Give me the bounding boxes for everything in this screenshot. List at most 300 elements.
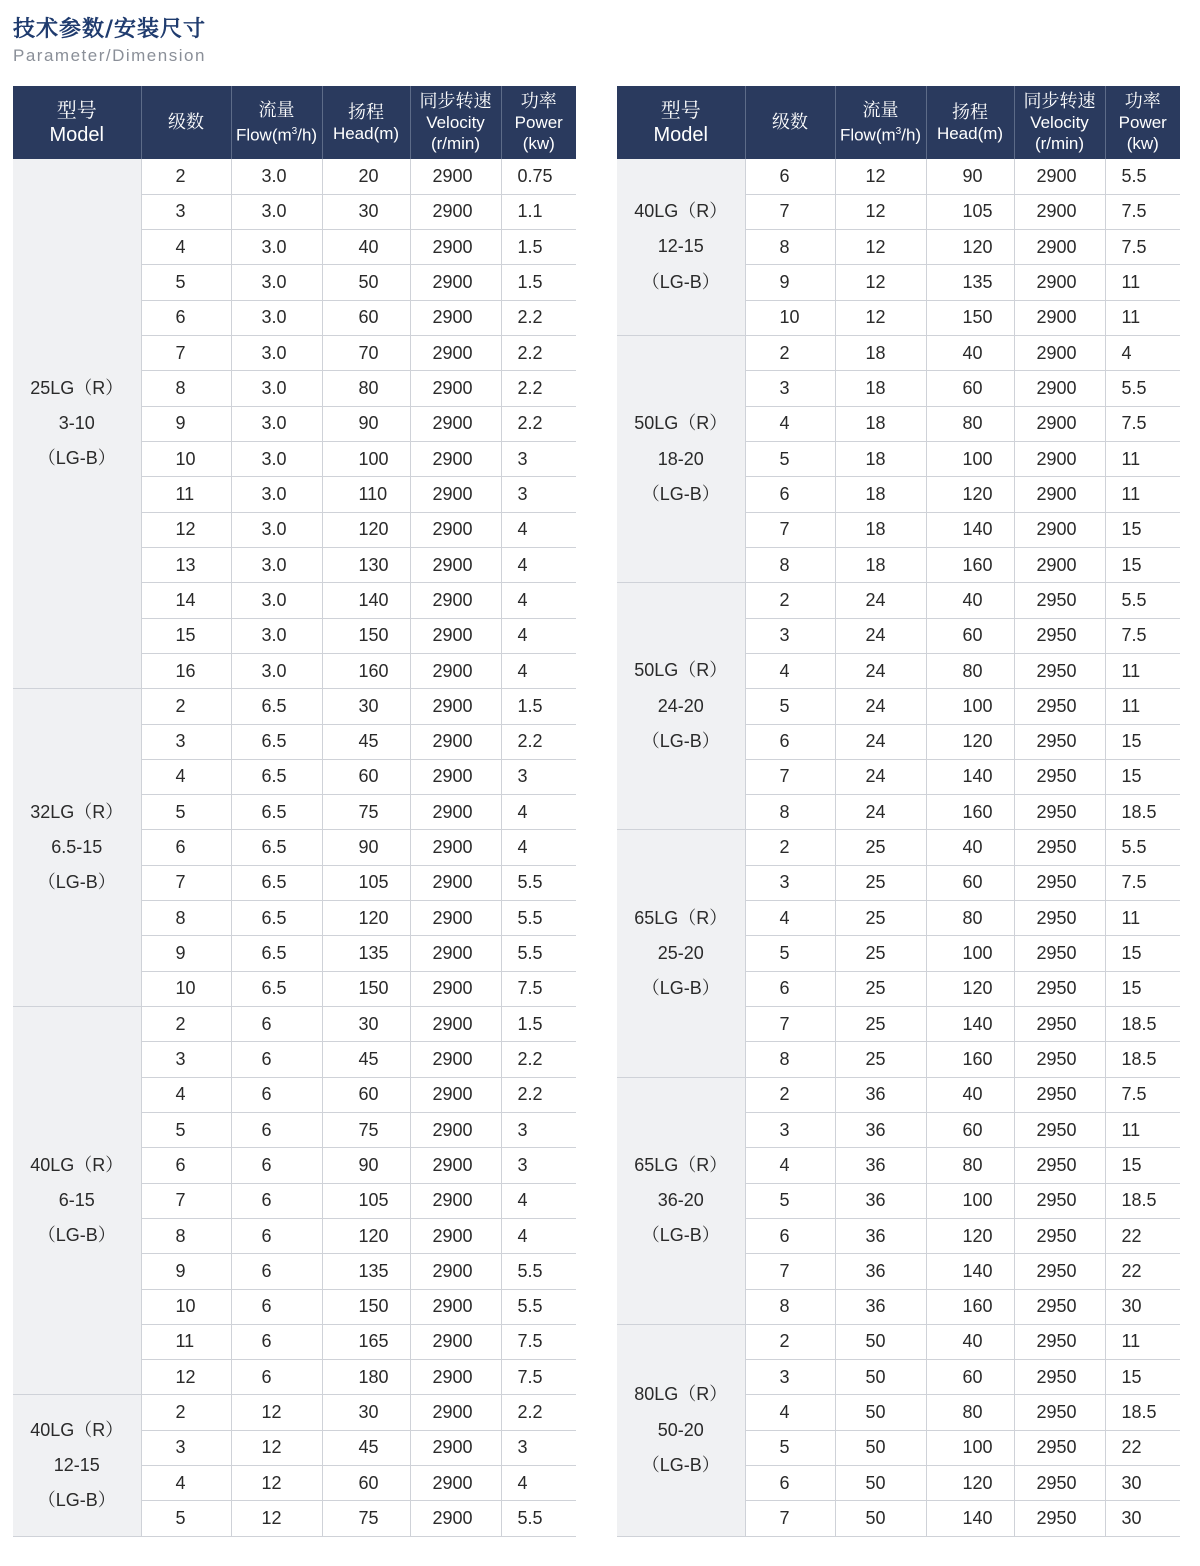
velocity-cell: 2900 — [410, 724, 501, 759]
flow-cell: 3.0 — [231, 653, 322, 688]
power-cell: 18.5 — [1105, 1183, 1180, 1218]
header-head-en: Head(m) — [332, 123, 400, 143]
power-cell: 0.75 — [501, 159, 576, 194]
stage-cell: 5 — [141, 1112, 231, 1147]
header-model-en: Model — [653, 123, 708, 146]
power-cell: 3 — [501, 477, 576, 512]
head-cell: 110 — [322, 477, 410, 512]
flow-cell: 6 — [231, 1042, 322, 1077]
head-cell: 30 — [322, 689, 410, 724]
head-cell: 140 — [926, 1501, 1014, 1536]
flow-cell: 6.5 — [231, 724, 322, 759]
head-cell: 60 — [926, 1360, 1014, 1395]
stage-cell: 3 — [141, 194, 231, 229]
stage-cell: 8 — [745, 547, 835, 582]
model-cell — [617, 1077, 745, 1324]
spec-table-left — [13, 86, 576, 1537]
power-cell: 18.5 — [1105, 1042, 1180, 1077]
head-cell: 90 — [322, 830, 410, 865]
head-cell: 160 — [926, 1289, 1014, 1324]
flow-cell: 3.0 — [231, 371, 322, 406]
power-cell: 1.5 — [501, 689, 576, 724]
stage-cell: 4 — [745, 901, 835, 936]
flow-cell: 6 — [231, 1360, 322, 1395]
flow-cell: 3.0 — [231, 300, 322, 335]
power-cell: 5.5 — [1105, 159, 1180, 194]
power-cell: 4 — [501, 653, 576, 688]
head-cell: 100 — [926, 936, 1014, 971]
header-power-unit: (kw) — [522, 134, 555, 153]
stage-cell: 2 — [745, 583, 835, 618]
stage-cell: 5 — [745, 689, 835, 724]
stage-cell: 4 — [141, 759, 231, 794]
velocity-cell: 2900 — [410, 1324, 501, 1359]
velocity-cell: 2900 — [1014, 230, 1105, 265]
flow-cell: 3.0 — [231, 336, 322, 371]
table-row — [13, 1007, 576, 1042]
velocity-cell: 2900 — [410, 795, 501, 830]
velocity-cell: 2900 — [410, 1395, 501, 1430]
head-cell: 70 — [322, 336, 410, 371]
power-cell: 4 — [501, 583, 576, 618]
velocity-cell: 2900 — [410, 1254, 501, 1289]
stage-cell: 2 — [745, 336, 835, 371]
flow-cell: 36 — [835, 1254, 926, 1289]
header-stages — [745, 86, 835, 159]
flow-cell: 25 — [835, 830, 926, 865]
power-cell: 2.2 — [501, 1395, 576, 1430]
flow-cell: 12 — [835, 230, 926, 265]
table-row — [617, 336, 1180, 371]
header-model-cn: 型号 — [56, 97, 97, 122]
flow-cell: 18 — [835, 512, 926, 547]
velocity-cell: 2900 — [410, 759, 501, 794]
stage-cell: 16 — [141, 653, 231, 688]
model-line: 50-20 — [657, 1419, 704, 1440]
flow-cell: 6 — [231, 1289, 322, 1324]
header-velocity — [410, 86, 501, 159]
head-cell: 120 — [926, 477, 1014, 512]
model-line: （LG-B） — [641, 1454, 720, 1475]
head-cell: 165 — [322, 1324, 410, 1359]
power-cell: 2.2 — [501, 1077, 576, 1112]
power-cell: 4 — [501, 547, 576, 582]
power-cell: 4 — [501, 830, 576, 865]
velocity-cell: 2900 — [1014, 300, 1105, 335]
flow-cell: 3.0 — [231, 406, 322, 441]
flow-cell: 6 — [231, 1324, 322, 1359]
power-cell: 11 — [1105, 689, 1180, 724]
head-cell: 45 — [322, 1042, 410, 1077]
velocity-cell: 2900 — [410, 547, 501, 582]
stage-cell: 8 — [141, 1218, 231, 1253]
header-power — [1105, 86, 1180, 159]
header-power — [501, 86, 576, 159]
velocity-cell: 2950 — [1014, 1395, 1105, 1430]
spec-table-right — [617, 86, 1180, 1537]
stage-cell: 2 — [745, 1077, 835, 1112]
flow-cell: 6 — [231, 1254, 322, 1289]
model-line: 50LG（R） — [634, 413, 728, 434]
stage-cell: 10 — [141, 1289, 231, 1324]
model-line: 50LG（R） — [634, 660, 728, 681]
velocity-cell: 2900 — [410, 936, 501, 971]
velocity-cell: 2900 — [1014, 159, 1105, 194]
flow-cell: 12 — [231, 1395, 322, 1430]
head-cell: 60 — [926, 371, 1014, 406]
velocity-cell: 2900 — [410, 1501, 501, 1536]
power-cell: 5.5 — [501, 865, 576, 900]
head-cell: 45 — [322, 724, 410, 759]
stage-cell: 3 — [745, 1360, 835, 1395]
head-cell: 50 — [322, 265, 410, 300]
header-velocity-cn: 同步转速 — [419, 91, 492, 112]
flow-cell: 3.0 — [231, 159, 322, 194]
power-cell: 30 — [1105, 1466, 1180, 1501]
flow-cell: 18 — [835, 336, 926, 371]
model-cell — [617, 159, 745, 336]
flow-cell: 6 — [231, 1218, 322, 1253]
head-cell: 45 — [322, 1430, 410, 1465]
flow-cell: 3.0 — [231, 547, 322, 582]
page-subtitle: Parameter/Dimension — [13, 46, 206, 65]
velocity-cell: 2950 — [1014, 1324, 1105, 1359]
header-velocity-unit: (r/min) — [1034, 134, 1085, 153]
velocity-cell: 2950 — [1014, 1289, 1105, 1324]
power-cell: 5.5 — [1105, 583, 1180, 618]
table-row — [617, 159, 1180, 194]
velocity-cell: 2900 — [410, 1183, 501, 1218]
velocity-cell: 2900 — [410, 653, 501, 688]
flow-cell: 25 — [835, 1007, 926, 1042]
model-line: 40LG（R） — [634, 201, 728, 222]
velocity-cell: 2900 — [410, 159, 501, 194]
header-flow — [835, 86, 926, 159]
header-power-en: Power — [1118, 113, 1167, 132]
table-row — [13, 159, 576, 194]
power-cell: 22 — [1105, 1254, 1180, 1289]
stage-cell: 7 — [745, 1007, 835, 1042]
power-cell: 7.5 — [1105, 865, 1180, 900]
stage-cell: 2 — [141, 689, 231, 724]
flow-cell: 3.0 — [231, 194, 322, 229]
head-cell: 80 — [926, 406, 1014, 441]
head-cell: 75 — [322, 1112, 410, 1147]
header-flow-en-pre: Flow(m — [839, 125, 896, 145]
head-cell: 180 — [322, 1360, 410, 1395]
velocity-cell: 2900 — [410, 971, 501, 1006]
velocity-cell: 2900 — [410, 689, 501, 724]
power-cell: 11 — [1105, 442, 1180, 477]
flow-cell: 6 — [231, 1077, 322, 1112]
head-cell: 105 — [322, 1183, 410, 1218]
power-cell: 4 — [501, 618, 576, 653]
flow-cell: 6.5 — [231, 759, 322, 794]
flow-cell: 6.5 — [231, 971, 322, 1006]
flow-cell: 36 — [835, 1289, 926, 1324]
stage-cell: 9 — [141, 936, 231, 971]
velocity-cell: 2900 — [1014, 406, 1105, 441]
power-cell: 2.2 — [501, 371, 576, 406]
model-line: 80LG（R） — [634, 1384, 728, 1405]
velocity-cell: 2950 — [1014, 1007, 1105, 1042]
head-cell: 60 — [322, 759, 410, 794]
flow-cell: 3.0 — [231, 618, 322, 653]
header-flow-en — [836, 121, 926, 146]
flow-cell: 50 — [835, 1395, 926, 1430]
velocity-cell: 2900 — [410, 901, 501, 936]
head-cell: 60 — [322, 1466, 410, 1501]
flow-cell: 12 — [835, 159, 926, 194]
flow-cell: 18 — [835, 442, 926, 477]
head-cell: 160 — [926, 1042, 1014, 1077]
stage-cell: 2 — [141, 159, 231, 194]
flow-cell: 24 — [835, 724, 926, 759]
head-cell: 120 — [926, 1466, 1014, 1501]
model-line: （LG-B） — [641, 730, 720, 751]
head-cell: 40 — [926, 830, 1014, 865]
table-row — [617, 1324, 1180, 1359]
stage-cell: 12 — [141, 1360, 231, 1395]
velocity-cell: 2950 — [1014, 618, 1105, 653]
flow-cell: 25 — [835, 901, 926, 936]
model-cell — [617, 1324, 745, 1536]
stage-cell: 11 — [141, 477, 231, 512]
stage-cell: 7 — [745, 759, 835, 794]
head-cell: 120 — [322, 901, 410, 936]
model-line: 40LG（R） — [30, 1154, 124, 1175]
velocity-cell: 2900 — [410, 1148, 501, 1183]
velocity-cell: 2900 — [410, 1360, 501, 1395]
stage-cell: 4 — [745, 653, 835, 688]
velocity-cell: 2900 — [410, 1112, 501, 1147]
model-cell — [13, 1007, 141, 1395]
model-line: 24-20 — [657, 695, 704, 716]
velocity-cell: 2950 — [1014, 901, 1105, 936]
head-cell: 120 — [322, 512, 410, 547]
head-cell: 80 — [926, 1148, 1014, 1183]
flow-cell: 12 — [835, 300, 926, 335]
head-cell: 150 — [322, 1289, 410, 1324]
head-cell: 40 — [926, 583, 1014, 618]
power-cell: 7.5 — [501, 1324, 576, 1359]
power-cell: 2.2 — [501, 724, 576, 759]
flow-cell: 18 — [835, 477, 926, 512]
head-cell: 100 — [926, 1183, 1014, 1218]
stage-cell: 4 — [141, 230, 231, 265]
stage-cell: 5 — [745, 1430, 835, 1465]
velocity-cell: 2950 — [1014, 1183, 1105, 1218]
model-line: 12-15 — [657, 236, 704, 257]
stage-cell: 13 — [141, 547, 231, 582]
flow-cell: 24 — [835, 583, 926, 618]
power-cell: 11 — [1105, 300, 1180, 335]
power-cell: 5.5 — [501, 936, 576, 971]
power-cell: 1.1 — [501, 194, 576, 229]
power-cell: 3 — [501, 759, 576, 794]
velocity-cell: 2950 — [1014, 1112, 1105, 1147]
power-cell: 7.5 — [501, 971, 576, 1006]
stage-cell: 12 — [141, 512, 231, 547]
head-cell: 90 — [322, 1148, 410, 1183]
head-cell: 80 — [322, 371, 410, 406]
header-model — [13, 86, 141, 159]
power-cell: 7.5 — [1105, 230, 1180, 265]
stage-cell: 4 — [141, 1077, 231, 1112]
velocity-cell: 2950 — [1014, 1077, 1105, 1112]
velocity-cell: 2900 — [410, 1007, 501, 1042]
head-cell: 140 — [322, 583, 410, 618]
power-cell: 2.2 — [501, 406, 576, 441]
stage-cell: 8 — [745, 1042, 835, 1077]
flow-cell: 3.0 — [231, 230, 322, 265]
velocity-cell: 2900 — [410, 1430, 501, 1465]
stage-cell: 2 — [745, 830, 835, 865]
power-cell: 5.5 — [501, 1254, 576, 1289]
stage-cell: 3 — [745, 371, 835, 406]
power-cell: 4 — [501, 1466, 576, 1501]
header-row — [13, 86, 576, 159]
head-cell: 150 — [322, 618, 410, 653]
model-line: （LG-B） — [37, 448, 116, 469]
model-line: （LG-B） — [37, 1225, 116, 1246]
header-head — [926, 86, 1014, 159]
head-cell: 160 — [926, 547, 1014, 582]
stage-cell: 5 — [745, 936, 835, 971]
header-stages-cn: 级数 — [772, 112, 808, 133]
flow-cell: 18 — [835, 547, 926, 582]
velocity-cell: 2900 — [410, 442, 501, 477]
flow-cell: 6.5 — [231, 901, 322, 936]
stage-cell: 4 — [745, 1148, 835, 1183]
head-cell: 30 — [322, 194, 410, 229]
flow-cell: 24 — [835, 689, 926, 724]
power-cell: 18.5 — [1105, 1007, 1180, 1042]
head-cell: 60 — [926, 618, 1014, 653]
power-cell: 15 — [1105, 1360, 1180, 1395]
header-stages — [141, 86, 231, 159]
flow-cell: 12 — [231, 1430, 322, 1465]
stage-cell: 4 — [141, 1466, 231, 1501]
model-line: （LG-B） — [641, 1225, 720, 1246]
head-cell: 120 — [926, 230, 1014, 265]
power-cell: 7.5 — [1105, 1077, 1180, 1112]
head-cell: 60 — [926, 1112, 1014, 1147]
power-cell: 11 — [1105, 1112, 1180, 1147]
model-line: 40LG（R） — [30, 1419, 124, 1440]
power-cell: 15 — [1105, 512, 1180, 547]
stage-cell: 7 — [745, 1501, 835, 1536]
head-cell: 135 — [322, 936, 410, 971]
stage-cell: 4 — [745, 406, 835, 441]
velocity-cell: 2950 — [1014, 936, 1105, 971]
table-row — [13, 1395, 576, 1430]
header-flow-en-sup: 3 — [291, 125, 298, 137]
flow-cell: 6.5 — [231, 689, 322, 724]
stage-cell: 6 — [745, 1466, 835, 1501]
head-cell: 20 — [322, 159, 410, 194]
header-power-unit: (kw) — [1126, 134, 1159, 153]
power-cell: 5.5 — [501, 901, 576, 936]
model-line: 18-20 — [657, 448, 704, 469]
head-cell: 80 — [926, 901, 1014, 936]
velocity-cell: 2950 — [1014, 1430, 1105, 1465]
velocity-cell: 2950 — [1014, 795, 1105, 830]
model-line: 12-15 — [53, 1454, 100, 1475]
head-cell: 40 — [926, 1077, 1014, 1112]
flow-cell: 6 — [231, 1148, 322, 1183]
velocity-cell: 2950 — [1014, 724, 1105, 759]
flow-cell: 6.5 — [231, 865, 322, 900]
stage-cell: 10 — [141, 971, 231, 1006]
header-stages-cn: 级数 — [168, 112, 204, 133]
head-cell: 30 — [322, 1395, 410, 1430]
header-power-cn: 功率 — [520, 91, 557, 112]
velocity-cell: 2900 — [410, 1077, 501, 1112]
head-cell: 80 — [926, 1395, 1014, 1430]
power-cell: 5.5 — [1105, 371, 1180, 406]
velocity-cell: 2900 — [410, 583, 501, 618]
velocity-cell: 2900 — [410, 1042, 501, 1077]
power-cell: 3 — [501, 1430, 576, 1465]
power-cell: 2.2 — [501, 1042, 576, 1077]
stage-cell: 8 — [745, 795, 835, 830]
head-cell: 75 — [322, 1501, 410, 1536]
page-title: 技术参数/安装尺寸 — [13, 17, 207, 42]
stage-cell: 7 — [141, 336, 231, 371]
header-head — [322, 86, 410, 159]
velocity-cell: 2900 — [410, 830, 501, 865]
head-cell: 100 — [926, 1430, 1014, 1465]
model-line: 36-20 — [657, 1190, 704, 1211]
header-model-en: Model — [49, 123, 104, 146]
power-cell: 4 — [501, 795, 576, 830]
stage-cell: 6 — [745, 477, 835, 512]
stage-cell: 5 — [141, 265, 231, 300]
flow-cell: 50 — [835, 1360, 926, 1395]
stage-cell: 7 — [141, 1183, 231, 1218]
stage-cell: 7 — [745, 1254, 835, 1289]
velocity-cell: 2900 — [410, 336, 501, 371]
power-cell: 15 — [1105, 759, 1180, 794]
velocity-cell: 2900 — [410, 406, 501, 441]
stage-cell: 6 — [141, 300, 231, 335]
model-cell — [617, 830, 745, 1077]
table-header — [13, 86, 576, 159]
table-row — [617, 830, 1180, 865]
flow-cell: 25 — [835, 971, 926, 1006]
stage-cell: 8 — [141, 901, 231, 936]
model-line: （LG-B） — [37, 1490, 116, 1511]
head-cell: 135 — [322, 1254, 410, 1289]
flow-cell: 50 — [835, 1466, 926, 1501]
head-cell: 60 — [322, 300, 410, 335]
stage-cell: 2 — [141, 1395, 231, 1430]
power-cell: 11 — [1105, 477, 1180, 512]
flow-cell: 25 — [835, 1042, 926, 1077]
velocity-cell: 2900 — [410, 1218, 501, 1253]
velocity-cell: 2900 — [410, 371, 501, 406]
flow-cell: 3.0 — [231, 477, 322, 512]
header-model — [617, 86, 745, 159]
velocity-cell: 2900 — [410, 512, 501, 547]
power-cell: 11 — [1105, 265, 1180, 300]
power-cell: 3 — [501, 1148, 576, 1183]
flow-cell: 25 — [835, 865, 926, 900]
velocity-cell: 2900 — [1014, 336, 1105, 371]
stage-cell: 6 — [745, 1218, 835, 1253]
velocity-cell: 2900 — [410, 618, 501, 653]
